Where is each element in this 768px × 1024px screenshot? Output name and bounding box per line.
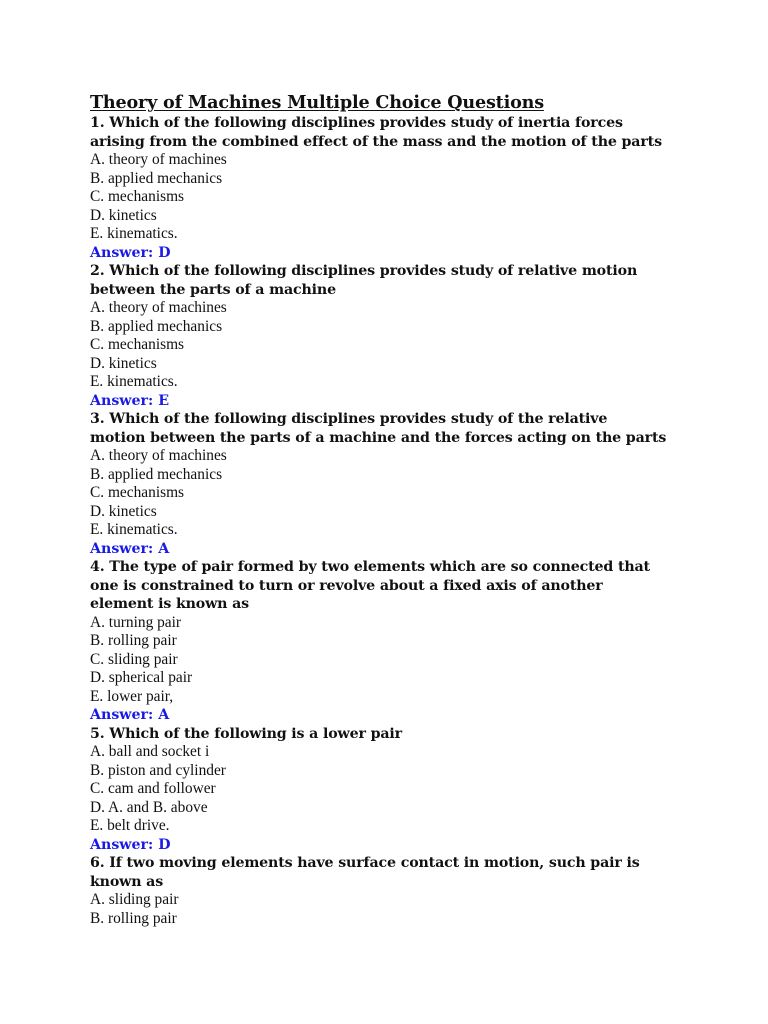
answer-key: Answer: A xyxy=(90,707,170,723)
answer-option: B. applied mechanics xyxy=(90,169,223,187)
answer-key: Answer: D xyxy=(90,244,171,261)
question-text-line: known as xyxy=(90,873,164,890)
answer-option: A. theory of machines xyxy=(90,151,227,168)
question-block xyxy=(90,114,690,262)
question-block xyxy=(90,410,690,558)
answer-option: D. spherical pair xyxy=(90,669,193,686)
answer-option: A. theory of machines xyxy=(90,447,227,464)
answer-option: B. rolling pair xyxy=(90,632,177,649)
answer-option: D. kinetics xyxy=(90,354,157,372)
question-block xyxy=(90,854,690,928)
question-text-line: 4. The type of pair formed by two elements which are so connected that xyxy=(90,559,650,575)
answer-option: E. belt drive. xyxy=(90,817,170,834)
answer-option: E. kinematics. xyxy=(90,521,178,538)
document-title: Theory of Machines Multiple Choice Questions xyxy=(90,92,544,113)
answer-option: B. rolling pair xyxy=(90,909,177,927)
answer-option: C. cam and follower xyxy=(90,780,216,797)
answer-option: D. kinetics xyxy=(90,206,157,224)
question-text-line: 3. Which of the following disciplines provides study of the relative xyxy=(90,411,608,427)
question-text-line: 6. If two moving elements have surface contact in motion, such pair is xyxy=(90,855,640,871)
answer-option: B. applied mechanics xyxy=(90,317,223,335)
question-block xyxy=(90,725,690,855)
answer-key: Answer: A xyxy=(90,540,170,557)
answer-option: B. piston and cylinder xyxy=(90,761,226,779)
answer-key: Answer: D xyxy=(90,836,171,853)
question-text-line: element is known as xyxy=(90,596,250,612)
answer-option: E. kinematics. xyxy=(90,373,178,390)
answer-option: C. mechanisms xyxy=(90,188,185,205)
answer-option: C. mechanisms xyxy=(90,336,185,353)
question-text-line: 2. Which of the following disciplines provides study of relative motion xyxy=(90,263,638,279)
question-text-line: motion between the parts of a machine and the forces acting on the parts xyxy=(90,429,667,446)
question-text-line: one is constrained to turn or revolve about a fixed axis of another xyxy=(90,577,603,594)
answer-option: E. lower pair, xyxy=(90,687,174,705)
answer-option: A. turning pair xyxy=(90,613,182,631)
question-block xyxy=(90,262,690,410)
answer-option: C. mechanisms xyxy=(90,484,185,501)
question-text-line: arising from the combined effect of the mass and the motion of the parts xyxy=(90,133,662,150)
answer-option: D. A. and B. above xyxy=(90,798,208,816)
answer-option: D. kinetics xyxy=(90,502,157,520)
answer-option: A. theory of machines xyxy=(90,299,227,316)
answer-option: E. kinematics. xyxy=(90,225,178,242)
document-page xyxy=(90,92,690,928)
answer-option: C. sliding pair xyxy=(90,650,178,668)
answer-option: B. applied mechanics xyxy=(90,465,223,483)
answer-key: Answer: E xyxy=(90,392,170,409)
question-text-line: 1. Which of the following disciplines provides study of inertia forces xyxy=(90,115,623,131)
question-block xyxy=(90,558,690,725)
answer-option: A. ball and socket i xyxy=(90,743,210,760)
question-text-line: between the parts of a machine xyxy=(90,281,336,298)
answer-option: A. sliding pair xyxy=(90,891,179,908)
question-list xyxy=(90,114,690,928)
question-text-line: 5. Which of the following is a lower pair xyxy=(90,725,402,742)
